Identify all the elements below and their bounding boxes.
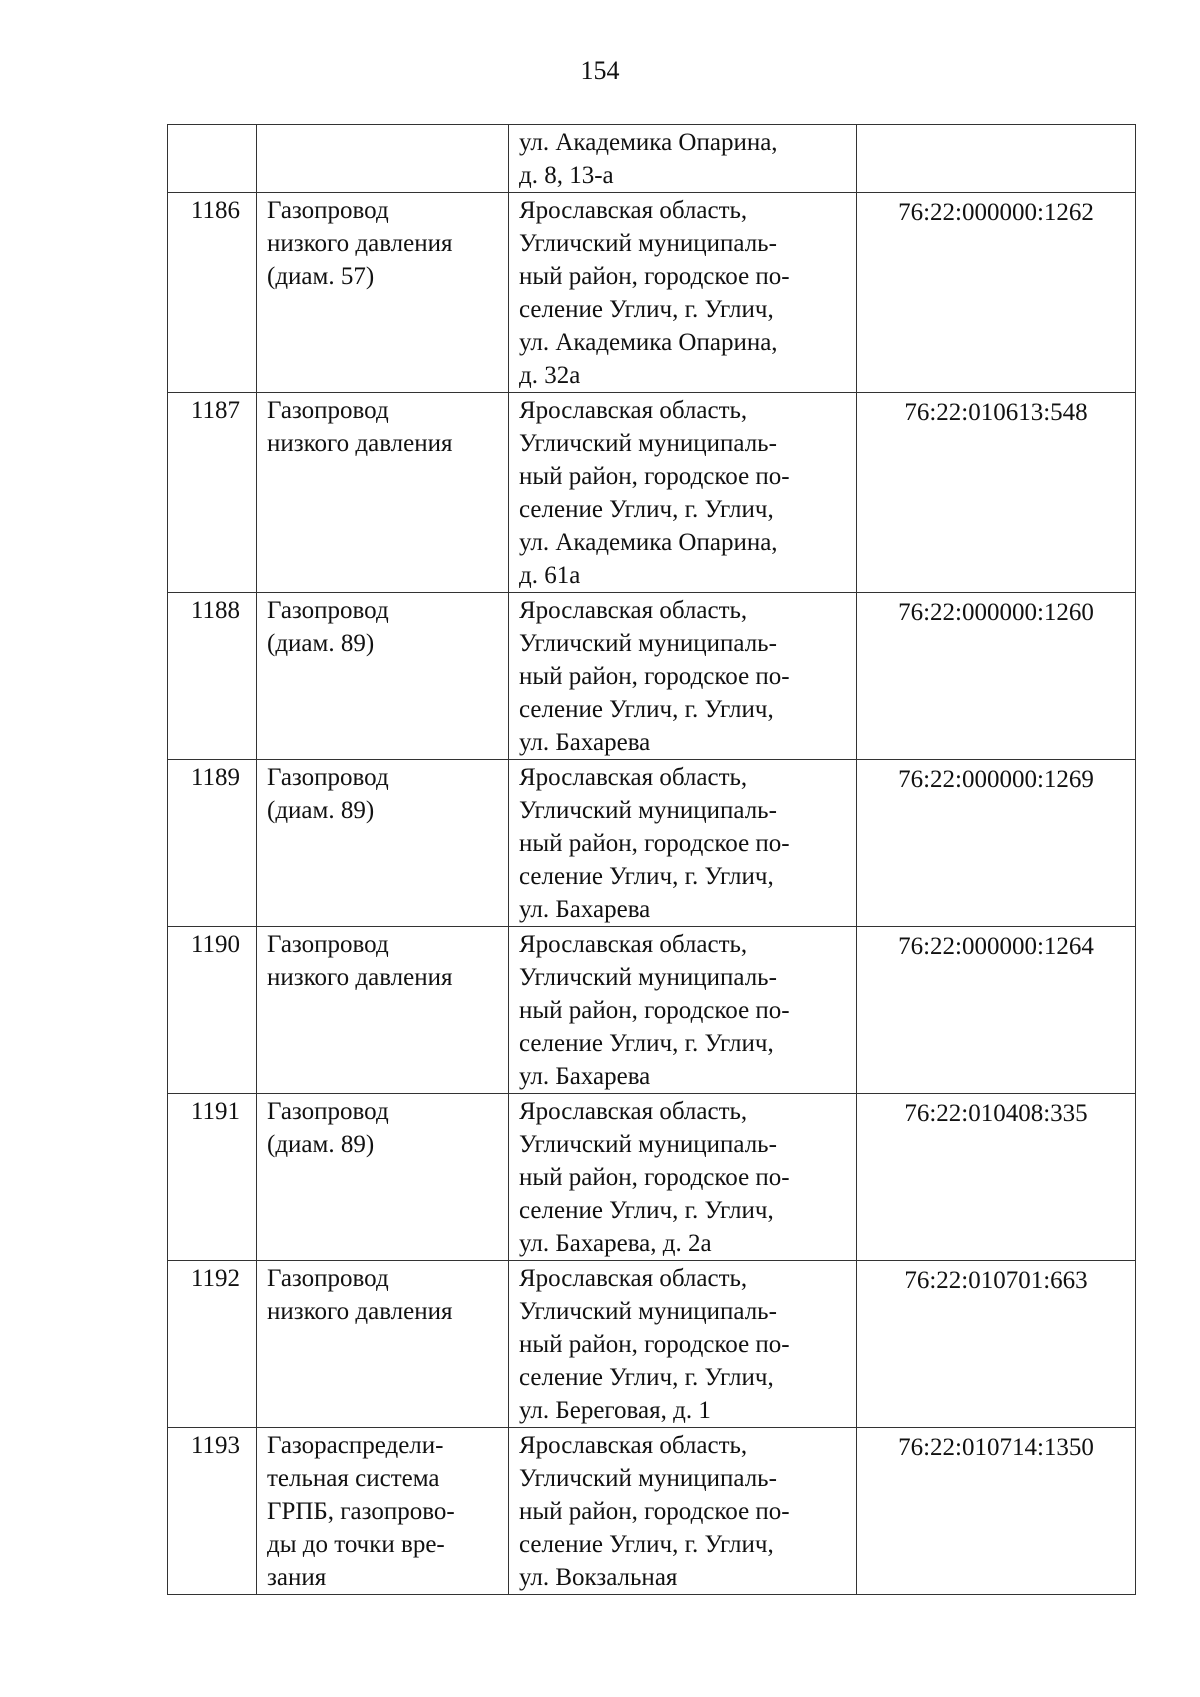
row-number-cell: 1190 — [168, 927, 257, 1094]
table-row — [168, 927, 1136, 1094]
cadastral-number-cell: 76:22:000000:1262 — [857, 193, 1136, 393]
row-number-cell: 1188 — [168, 593, 257, 760]
cadastral-number-cell: 76:22:000000:1260 — [857, 593, 1136, 760]
object-name-line: Газопровод — [267, 1098, 389, 1125]
object-name-cell — [257, 193, 509, 393]
row-number-cell: 1193 — [168, 1428, 257, 1595]
address-line: Угличский муниципаль- — [519, 430, 777, 457]
address-cell — [509, 1428, 857, 1595]
address-line: селение Углич, г. Углич, — [519, 1030, 774, 1057]
row-number-cell: 1186 — [168, 193, 257, 393]
address-line: ный район, городское по- — [519, 263, 790, 290]
cadastral-number-cell: 76:22:010714:1350 — [857, 1428, 1136, 1595]
address-line: Угличский муниципаль- — [519, 230, 777, 257]
address-line: ул. Академика Опарина, — [519, 529, 778, 556]
row-number-cell: 1191 — [168, 1094, 257, 1261]
address-line: ный район, городское по- — [519, 663, 790, 690]
address-line: ул. Бахарева — [519, 729, 651, 756]
property-registry-table — [167, 124, 1136, 1595]
object-name-line: тельная система — [267, 1465, 440, 1492]
table-row — [168, 1261, 1136, 1428]
object-name-line: (диам. 57) — [267, 263, 375, 290]
address-line: ный район, городское по- — [519, 1498, 790, 1525]
row-number-cell: 1189 — [168, 760, 257, 927]
address-line: ул. Вокзальная — [519, 1564, 678, 1591]
address-line: селение Углич, г. Углич, — [519, 863, 774, 890]
object-name-line: ды до точки вре- — [267, 1531, 445, 1558]
object-name-cell — [257, 393, 509, 593]
table-row — [168, 393, 1136, 593]
object-name-cell — [257, 927, 509, 1094]
address-line: селение Углич, г. Углич, — [519, 696, 774, 723]
table-row — [168, 125, 1136, 193]
table-row — [168, 760, 1136, 927]
object-name-line: низкого давления — [267, 1298, 453, 1325]
address-line: Ярославская область, — [519, 931, 748, 958]
cadastral-number-cell: 76:22:000000:1269 — [857, 760, 1136, 927]
row-number-cell: 1192 — [168, 1261, 257, 1428]
object-name-line: Газораспредели- — [267, 1432, 444, 1459]
address-line: ул. Академика Опарина, — [519, 329, 778, 356]
address-line: Угличский муниципаль- — [519, 797, 777, 824]
object-name-cell — [257, 1428, 509, 1595]
address-line: Ярославская область, — [519, 1265, 748, 1292]
address-cell — [509, 927, 857, 1094]
address-line: селение Углич, г. Углич, — [519, 1197, 774, 1224]
cadastral-number-cell: 76:22:010701:663 — [857, 1261, 1136, 1428]
address-line: Ярославская область, — [519, 1432, 748, 1459]
object-name-line: (диам. 89) — [267, 630, 375, 657]
cadastral-number-cell: 76:22:010408:335 — [857, 1094, 1136, 1261]
address-line: ул. Береговая, д. 1 — [519, 1397, 711, 1424]
object-name-cell — [257, 1261, 509, 1428]
address-line: ный район, городское по- — [519, 830, 790, 857]
address-line: ный район, городское по- — [519, 997, 790, 1024]
address-line: селение Углич, г. Углич, — [519, 1364, 774, 1391]
object-name-cell — [257, 125, 509, 193]
address-line: ный район, городское по- — [519, 463, 790, 490]
row-number-cell — [168, 125, 257, 193]
object-name-cell — [257, 593, 509, 760]
object-name-line: низкого давления — [267, 964, 453, 991]
address-line: ный район, городское по- — [519, 1164, 790, 1191]
object-name-line: Газопровод — [267, 397, 389, 424]
address-cell — [509, 760, 857, 927]
address-line: Угличский муниципаль- — [519, 1131, 777, 1158]
address-cell — [509, 193, 857, 393]
object-name-line: Газопровод — [267, 1265, 389, 1292]
page-number: 154 — [580, 56, 620, 85]
address-line: селение Углич, г. Углич, — [519, 496, 774, 523]
address-line: Угличский муниципаль- — [519, 964, 777, 991]
address-line: Ярославская область, — [519, 597, 748, 624]
address-line: селение Углич, г. Углич, — [519, 296, 774, 323]
address-cell — [509, 593, 857, 760]
object-name-cell — [257, 1094, 509, 1261]
address-cell — [509, 1261, 857, 1428]
address-line: Угличский муниципаль- — [519, 630, 777, 657]
object-name-line: ГРПБ, газопрово- — [267, 1498, 455, 1525]
address-cell — [509, 125, 857, 193]
address-line: Ярославская область, — [519, 1098, 748, 1125]
address-line: селение Углич, г. Углич, — [519, 1531, 774, 1558]
address-line: Угличский муниципаль- — [519, 1465, 777, 1492]
address-cell — [509, 1094, 857, 1261]
table-row — [168, 193, 1136, 393]
address-line: Угличский муниципаль- — [519, 1298, 777, 1325]
address-line: Ярославская область, — [519, 764, 748, 791]
address-line: д. 61а — [519, 562, 581, 589]
object-name-line: (диам. 89) — [267, 1131, 375, 1158]
cadastral-number-cell: 76:22:010613:548 — [857, 393, 1136, 593]
registry-table-body — [168, 125, 1136, 1595]
cadastral-number-cell: 76:22:000000:1264 — [857, 927, 1136, 1094]
address-line: ный район, городское по- — [519, 1331, 790, 1358]
object-name-line: зания — [267, 1564, 327, 1591]
object-name-line: Газопровод — [267, 764, 389, 791]
address-line: ул. Бахарева — [519, 896, 651, 923]
address-line: Ярославская область, — [519, 197, 748, 224]
object-name-line: низкого давления — [267, 230, 453, 257]
address-line: ул. Бахарева — [519, 1063, 651, 1090]
object-name-line: Газопровод — [267, 197, 389, 224]
cadastral-number-cell — [857, 125, 1136, 193]
object-name-line: Газопровод — [267, 597, 389, 624]
object-name-line: Газопровод — [267, 931, 389, 958]
address-line: ул. Академика Опарина, — [519, 129, 778, 156]
address-cell — [509, 393, 857, 593]
object-name-cell — [257, 760, 509, 927]
address-line: Ярославская область, — [519, 397, 748, 424]
address-line: д. 8, 13-а — [519, 162, 614, 189]
row-number-cell: 1187 — [168, 393, 257, 593]
table-row — [168, 593, 1136, 760]
table-row — [168, 1428, 1136, 1595]
table-row — [168, 1094, 1136, 1261]
object-name-line: низкого давления — [267, 430, 453, 457]
address-line: д. 32а — [519, 362, 581, 389]
address-line: ул. Бахарева, д. 2а — [519, 1230, 712, 1257]
object-name-line: (диам. 89) — [267, 797, 375, 824]
